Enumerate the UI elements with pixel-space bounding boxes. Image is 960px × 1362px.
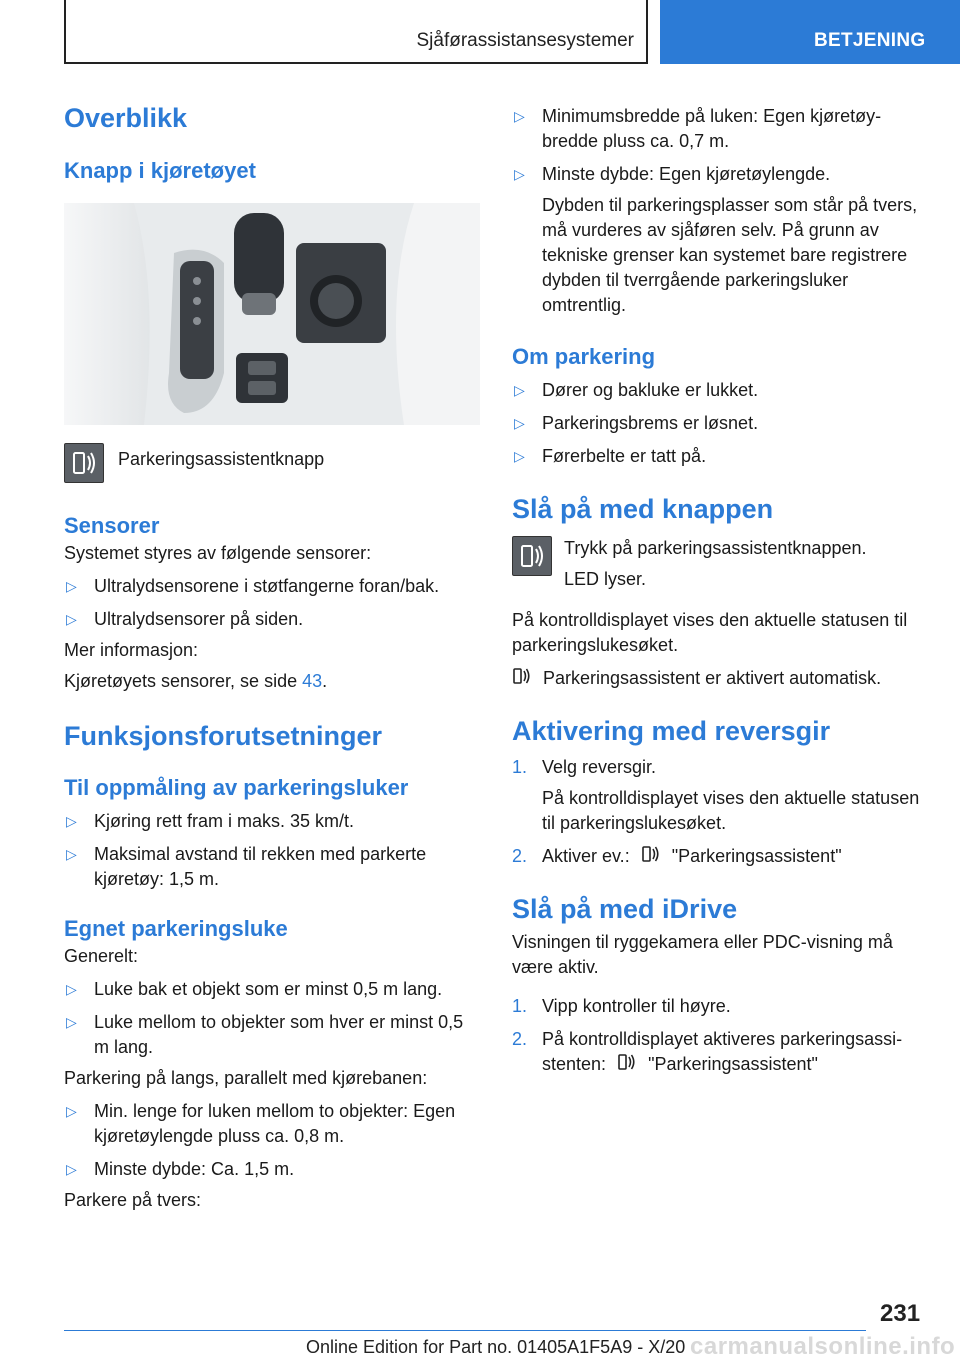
- overview-heading: Overblikk: [64, 103, 188, 133]
- list-item: ▷ Ultralydsensorer på siden.: [66, 609, 304, 630]
- list-item: ▷ Maksimal avstand til rekken med parkerte kjøretøy: 1,5 m.: [66, 843, 427, 889]
- page-number: 231: [880, 1300, 921, 1327]
- idrive-steps: [512, 994, 930, 1077]
- button-on-row: [512, 536, 930, 592]
- parking-assist-small-icon: [641, 845, 661, 865]
- chapter-tab[interactable]: BETJENING: [660, 0, 960, 64]
- list-item: 1. Vipp kontroller til høyre.: [512, 995, 731, 1016]
- parking-assist-icon: [64, 443, 104, 483]
- more-info: Mer informasjon:: [64, 640, 199, 661]
- perpendicular-list: [512, 104, 930, 187]
- reverse-heading: Aktivering med reversgir: [512, 715, 831, 746]
- parking-assist-icon: [512, 536, 552, 576]
- list-item: ▷ Luke mellom to objekter som hver er minst 0,5 m lang.: [66, 1012, 464, 1058]
- footer-divider: [64, 1330, 866, 1331]
- general-list: [64, 977, 482, 1060]
- parallel-label: Parkering på langs, parallelt med kjørebanen:: [64, 1068, 428, 1089]
- list-item: 1. Velg reversgir. På kontrolldisplayet vises den aktuelle statusen til parkeringslukesøket.: [512, 757, 920, 834]
- header-section-box: [64, 0, 648, 64]
- perpendicular-note: Dybden til parkeringsplasser som står på tvers, må vurderes av sjåføren selv. På grunn av tekniske grenser kan systemet bare registrere dybden til tverrgående parkeringsluker omtrentlig.: [542, 195, 918, 315]
- general-label: Generelt:: [64, 946, 139, 967]
- button-caption-row: [64, 443, 482, 483]
- list-item: ▷ Minimumsbredde på luken: Egen kjøretøybredde pluss ca. 0,7 m.: [514, 106, 882, 151]
- watermark: carmanualsonline.info: [690, 1333, 956, 1360]
- left-column: [64, 98, 482, 1213]
- parking-assist-small-icon: [512, 667, 532, 687]
- idrive-heading: Slå på med iDrive: [512, 894, 738, 925]
- list-item: ▷ Dører og bakluke er lukket.: [514, 380, 759, 401]
- section-title: Sjåførassistansesystemer: [416, 30, 634, 51]
- list-item: ▷ Kjøring rett fram i maks. 35 km/t.: [66, 810, 355, 831]
- console-illustration: [64, 203, 480, 425]
- button-on-heading: Slå på med knappen: [512, 494, 774, 525]
- about-list: [512, 378, 930, 469]
- button-on-step: Trykk på parkeringsassistentknappen.: [564, 537, 867, 558]
- parking-assist-small-icon: [617, 1053, 637, 1073]
- auto-active-row: Parkeringsassistent er aktivert automatisk.: [512, 666, 930, 691]
- measuring-heading: Til oppmåling av parkeringsluker: [64, 774, 409, 800]
- display-status: På kontrolldisplayet vises den aktuelle statusen til parkeringslukesøket.: [512, 609, 908, 655]
- sensors-intro: Systemet styres av følgende sensorer:: [64, 543, 372, 564]
- list-item: ▷ Førerbelte er tatt på.: [514, 446, 707, 467]
- about-heading: Om parkering: [512, 344, 656, 369]
- list-item: ▷ Luke bak et objekt som er minst 0,5 m lang.: [66, 979, 443, 1000]
- page-link[interactable]: 43: [302, 671, 323, 692]
- reverse-steps: [512, 755, 930, 869]
- idrive-intro: Visningen til ryggekamera eller PDC-visning må være aktiv.: [512, 931, 893, 977]
- edition-text: Online Edition for Part no. 01405A1F5A9 - X/20: [306, 1337, 686, 1357]
- list-item: 2. På kontrolldisplayet aktiveres parkeringsassistenten: "Parkeringsassistent": [512, 1028, 903, 1074]
- prereq-heading: Funksjonsforutsetninger: [64, 721, 383, 752]
- button-heading: Knapp i kjøretøyet: [64, 158, 256, 184]
- list-item: ▷ Minste dybde: Ca. 1,5 m.: [66, 1159, 295, 1180]
- list-item: ▷ Minste dybde: Egen kjøretøylengde.: [514, 164, 831, 184]
- button-caption: Parkeringsassistentknapp: [118, 448, 325, 469]
- measuring-list: [64, 809, 482, 892]
- suitable-heading: Egnet parkeringsluke: [64, 915, 288, 941]
- list-item: ▷ Parkeringsbrems er løsnet.: [514, 413, 759, 434]
- perpendicular-label: Parkere på tvers:: [64, 1190, 202, 1211]
- button-on-result: LED lyser.: [564, 568, 647, 589]
- list-item: ▷ Min. lenge for luken mellom to objekter: Egen kjøretøylengde pluss ca. 0,8 m.: [66, 1101, 456, 1147]
- sensors-heading: Sensorer: [64, 512, 160, 538]
- sensors-reference: Kjøretøyets sensorer, se side 43.: [64, 671, 328, 692]
- list-item: 2. Aktiver ev.: "Parkeringsassistent": [512, 846, 842, 867]
- list-item: ▷ Ultralydsensorene i støtfangerne foran/bak.: [66, 576, 440, 597]
- sensors-list: [64, 574, 482, 632]
- center-console-photo: [64, 203, 480, 425]
- right-column: [512, 104, 930, 1077]
- parallel-list: [64, 1099, 482, 1182]
